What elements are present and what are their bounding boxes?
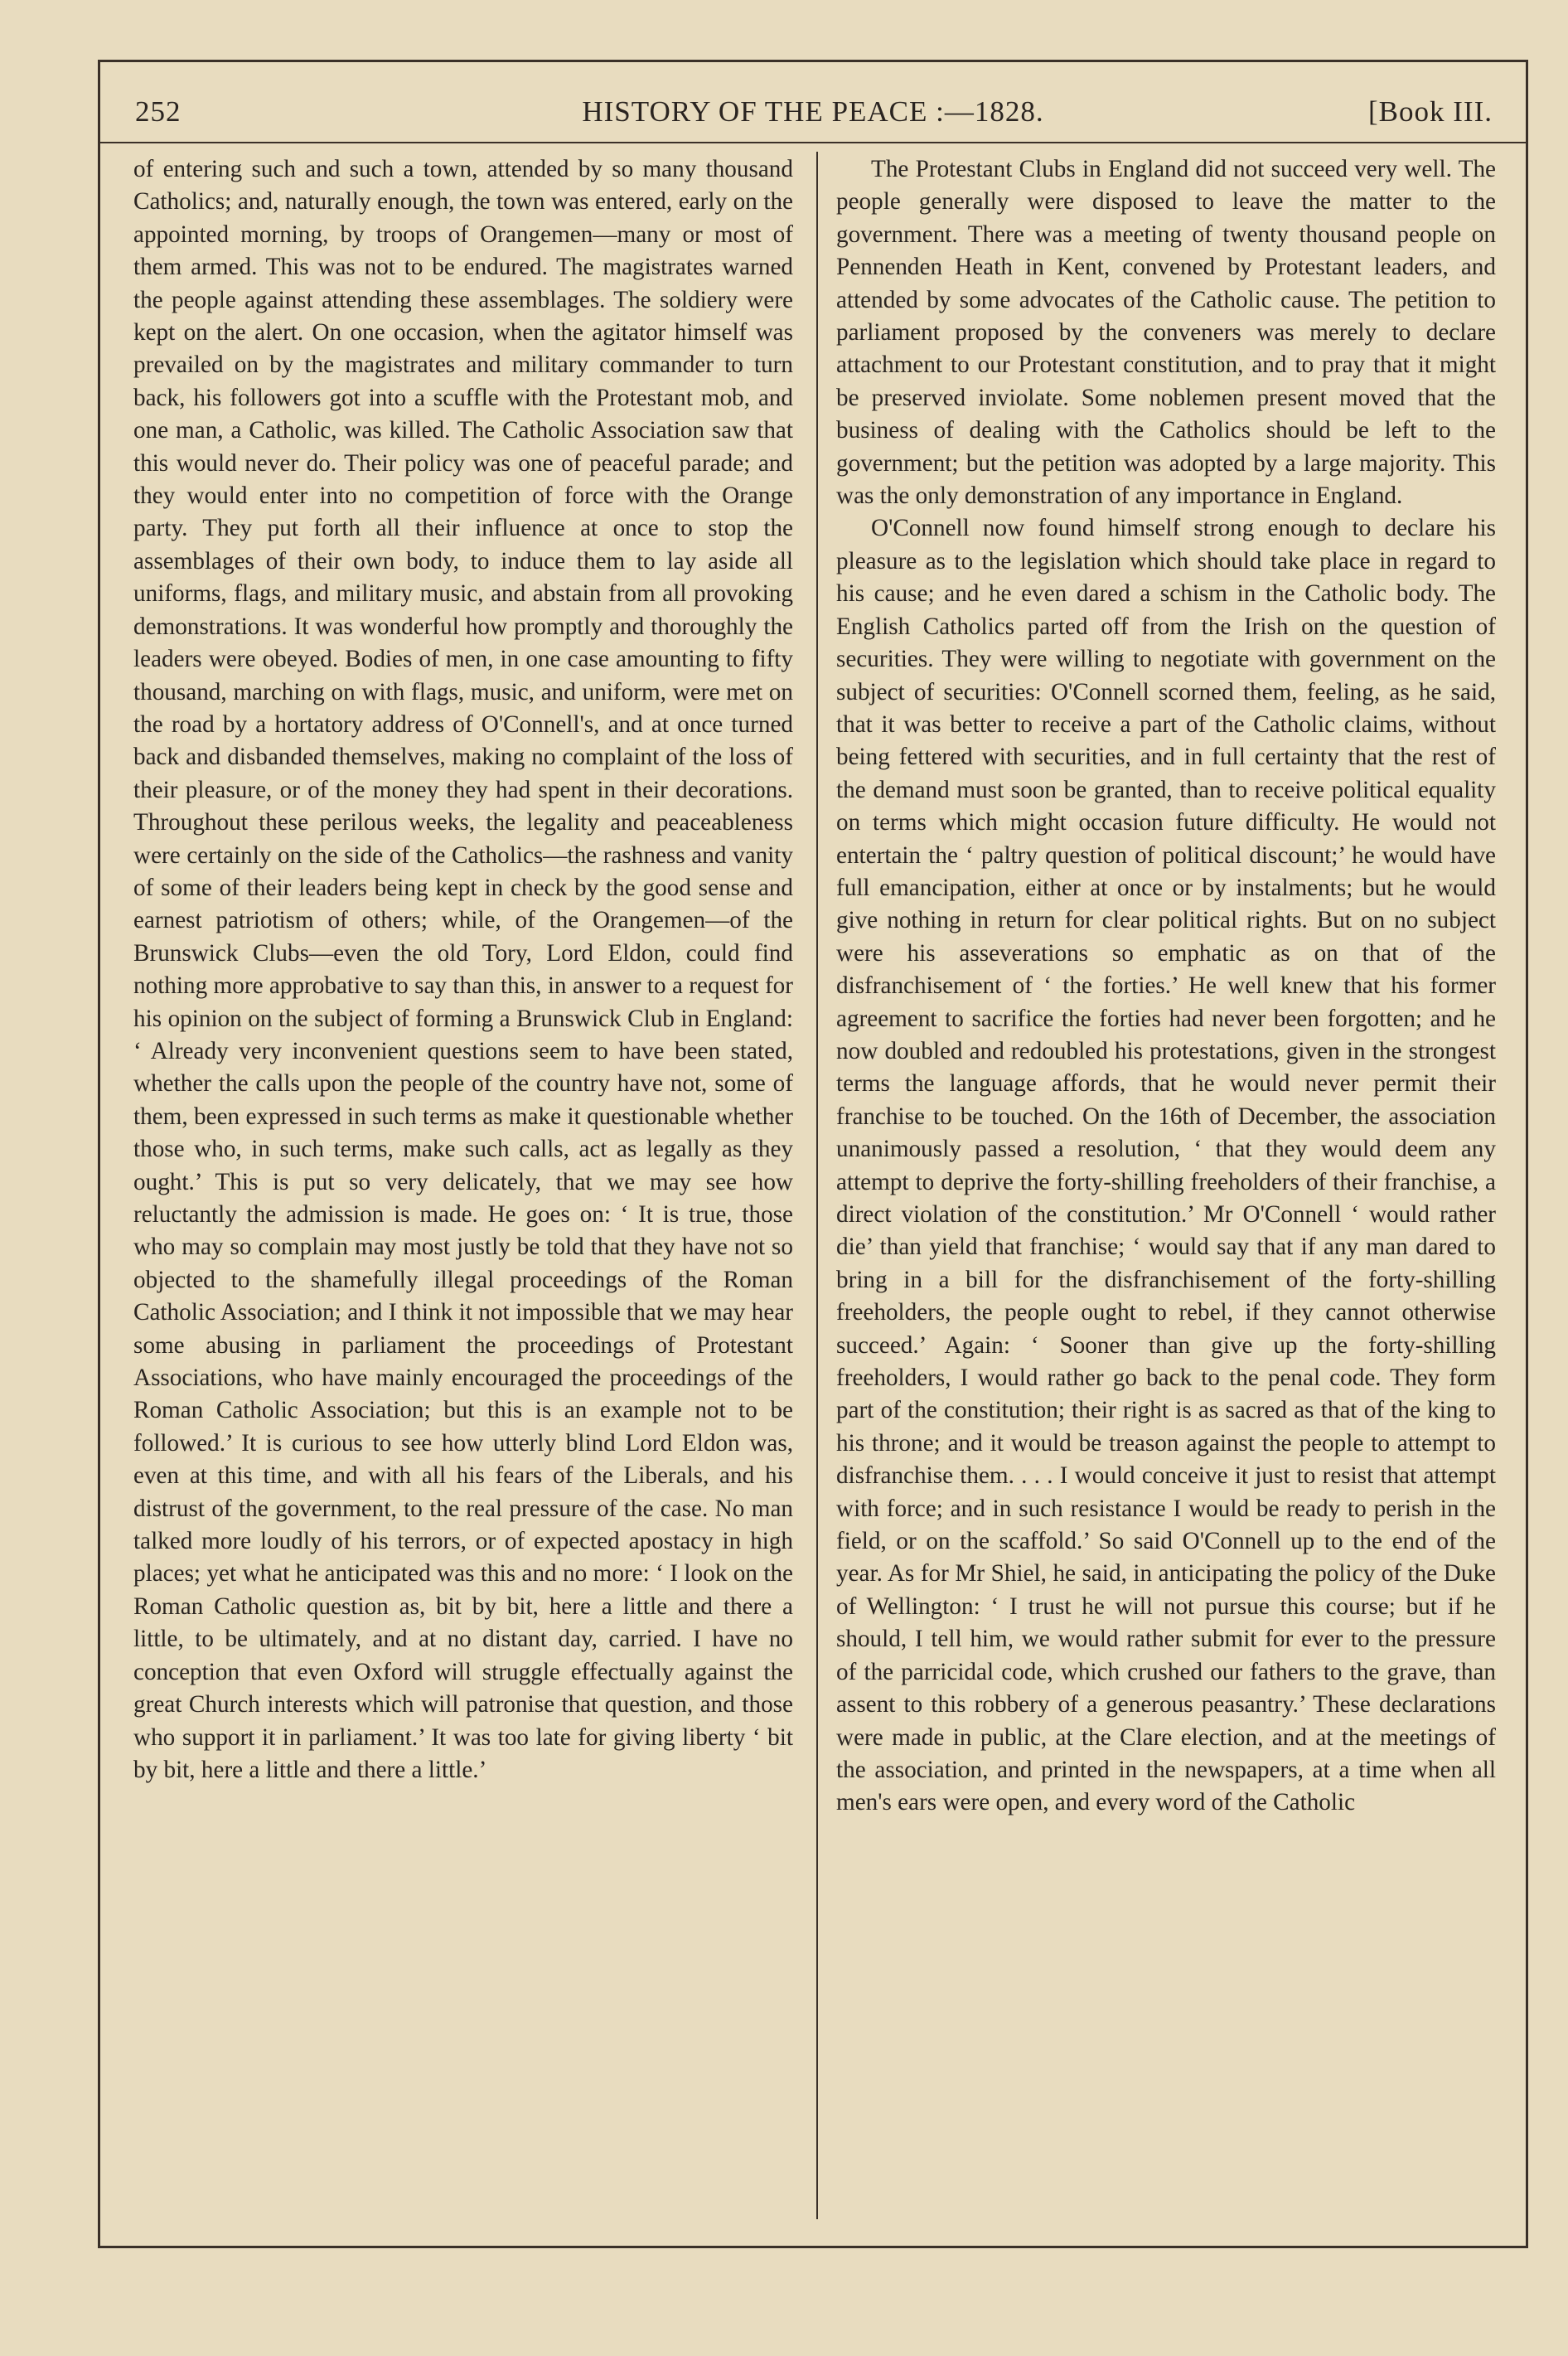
running-title: HISTORY OF THE PEACE :—1828. [582,95,1044,128]
left-paragraph-1: of entering such and such a town, attended by so many thousand Catholics; and, naturally enough, the town was entered, early on the appointed morning, by troops of Orangemen—many or most of them armed. This was not to be endured. The magistrates warned the people against attending these assemblages. The soldiery were kept on the alert. On one occasion, when the agitator himself was prevailed on by the magistrates and military commander to turn back, his followers got into a scuffle with the Protestant mob, and one man, a Catholic, was killed. The Catholic Association saw that this would never do. Their policy was one of peaceful parade; and they would enter into no competition of force with the Orange party. They put forth all their influence at once to stop the assemblages of their own body, to induce them to lay aside all uniforms, flags, and military music, and abstain from all provoking demonstrations. It was wonderful how promptly and thoroughly the leaders were obeyed. Bodies of men, in one case amounting to fifty thousand, marching on with flags, music, and uniform, were met on the road by a hortatory address of O'Connell's, and at once turned back and disbanded themselves, making no complaint of the loss of their pleasure, or of the money they had spent in their decorations. Throughout these perilous weeks, the legality and peaceableness were certainly on the side of the Catholics—the rashness and vanity of some of their leaders being kept in check by the good sense and earnest patriotism of others; while, of the Orangemen—of the Brunswick Clubs—even the old Tory, Lord Eldon, could find nothing more approbative to say than this, in answer to a request for his opinion on the subject of forming a Brunswick Club in England: ‘ Already very inconvenient questions seem to have been stated, whether the calls upon the people of the country have not, some of them, been expressed in such terms as make it questionable whether those who, in such terms, make such calls, act as legally as they ought.’ This is put so very delicately, that we may see how reluctantly the admission is made. He goes on: ‘ It is true, those who may so complain may most justly be told that they have not so objected to the shamefully illegal proceedings of the Roman Catholic Association; and I think it not impossible that we may hear some abusing in parliament the proceedings of Protestant Associations, who have mainly encouraged the proceedings of the Roman Catholic Association; but this is an example not to be followed.’ It is curious to see how utterly blind Lord Eldon was, even at this time, and with all his fears of the Liberals, and his distrust of the government, to the real pressure of the case. No man talked more loudly of his terrors, or of expected apostacy in high places; yet what he anticipated was this and no more: ‘ I look on the Roman Catholic question as, bit by bit, here a little and there a little, to be ultimately, and at no distant day, carried. I have no conception that even Oxford will struggle effectually against the great Church interests which will patronise that question, and those who support it in parliament.’ It was too late for giving liberty ‘ bit by bit, here a little and there a little.’ [133,156,793,1783]
page-number: 252 [135,95,181,128]
right-paragraph-2: O'Connell now found himself strong enough to declare his pleasure as to the legislation which should take place in regard to his cause; and he even dared a schism in the Catholic body. The English Catholics parted off from the Irish on the question of securities. They were willing to negotiate with government on the subject of securities: O'Connell scorned them, feeling, as he said, that it was better to receive a part of the Catholic claims, without being fettered with securities, and in full certainty that the rest of the demand must soon be granted, than to receive political equality on terms which might occasion future difficulty. He would not entertain the ‘ paltry question of political discount;’ he would have full emancipation, either at once or by instalments; but he would give nothing in return for clear political rights. But on no subject were his asseverations so emphatic as on that of the disfranchisement of ‘ the forties.’ He well knew that his former agreement to sacrifice the forties had never been forgotten; and he now doubled and redoubled his protestations, given in the strongest terms the language affords, that he would never permit their franchise to be touched. On the 16th of December, the association unanimously passed a resolution, ‘ that they would deem any attempt to deprive the forty-shilling freeholders of their franchise, a direct violation of the constitution.’ Mr O'Connell ‘ would rather die’ than yield that franchise; ‘ would say that if any man dared to bring in a bill for the disfranchisement of the forty-shilling freeholders, the people ought to rebel, if they cannot otherwise succeed.’ Again: ‘ Sooner than give up the forty-shilling freeholders, I would rather go back to the penal code. They form part of the constitution; their right is as sacred as that of the king to his throne; and it would be treason against the people to attempt to disfranchise them. . . . I would conceive it just to resist that attempt with force; and in such resistance I would be ready to perish in the field, or on the scaffold.’ So said O'Connell up to the end of the year. As for Mr Shiel, he said, in anticipating the policy of the Duke of Wellington: ‘ I trust he will not pursue this course; but if he should, I tell him, we would rather submit for ever to the pressure of the parricidal code, which crushed our fathers to the grave, than assent to this robbery of a generous peasantry.’ These declarations were made in public, at the Clare election, and at the meetings of the association, and printed in the newspapers, at a time when all men's ears were open, and every word of the Catholic [836,515,1496,1816]
header-rule [100,142,1526,143]
right-paragraph-1: The Protestant Clubs in England did not succeed very well. The people generally were disposed to leave the matter to the government. There was a meeting of twenty thousand people on Pennenden Heath in Kent, convened by Protestant leaders, and attended by some advocates of the Catholic cause. The petition to parliament proposed by the conveners was merely to declare attachment to our Protestant constitution, and to pray that it might be preserved inviolate. Some noblemen present moved that the business of dealing with the Catholics should be left to the government; but the petition was adopted by a large majority. This was the only demonstration of any importance in England. [836,156,1496,510]
page-frame [98,60,1528,2248]
column-divider [816,152,818,2219]
running-header [100,85,1526,143]
book-label: [Book III. [1368,95,1493,128]
left-column [133,153,793,1786]
right-column [836,153,1496,1820]
